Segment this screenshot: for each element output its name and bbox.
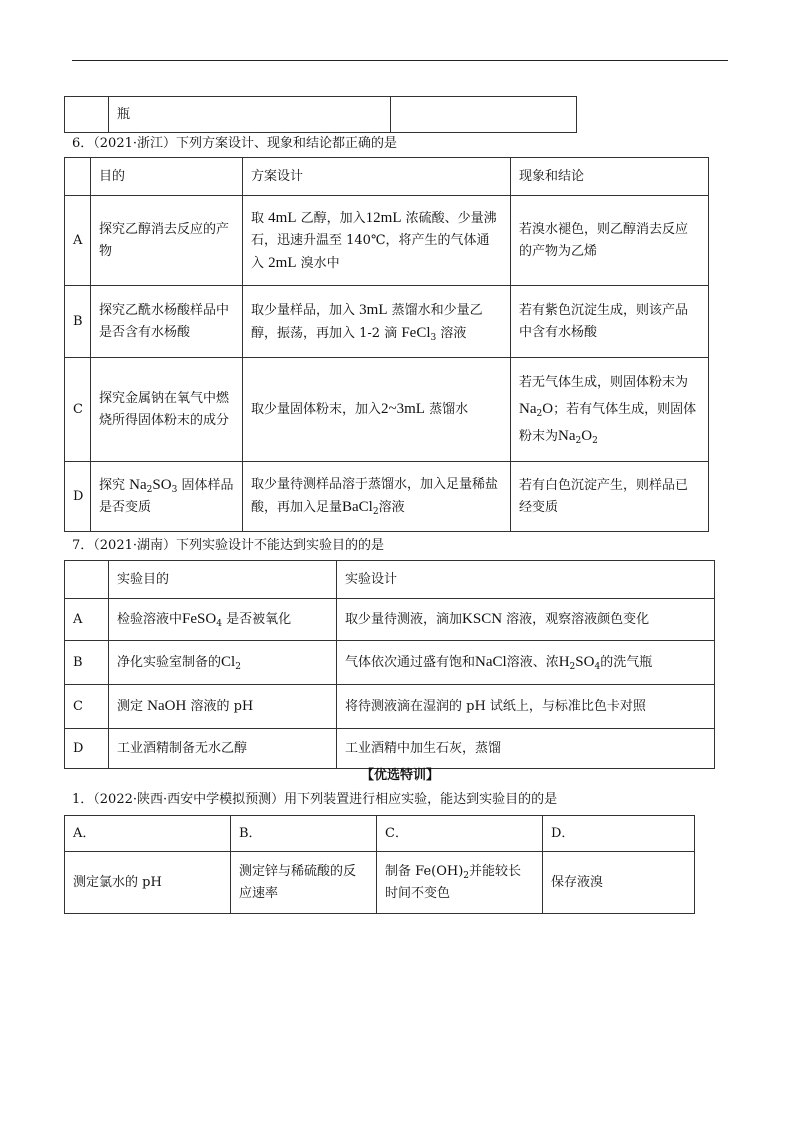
option-text: 测定锌与稀硫酸的反应速率 <box>231 852 377 914</box>
table-row <box>65 358 709 462</box>
row-purpose: 检验溶液中FeSO$_4$ 是否被氧化 <box>109 599 337 641</box>
header-design: 实验设计 <box>337 561 715 599</box>
header-result: 现象和结论 <box>511 158 709 196</box>
table-row <box>65 599 715 641</box>
section-title: 【优选特训】 <box>360 768 439 783</box>
question-6-table <box>64 157 709 532</box>
row-design: 工业酒精中加生石灰，蒸馏 <box>337 729 715 769</box>
table-row <box>65 196 709 286</box>
row-label: D <box>65 462 91 532</box>
row-design: 取 4mL 乙醇，加入12mL 浓硫酸、少量沸石，迅速升温至 140℃，将产生的气体通入 2mL 溴水中 <box>243 196 511 286</box>
row-purpose: 净化实验室制备的$Cl_2$ <box>109 641 337 685</box>
option-text: 制备 $Fe(OH)_2$并能较长时间不变色 <box>377 852 543 914</box>
option-text: 测定氯水的 pH <box>65 852 231 914</box>
row-result: 若有紫色沉淀生成，则该产品中含有水杨酸 <box>511 286 709 358</box>
row-purpose: 探究乙醇消去反应的产物 <box>91 196 243 286</box>
row-design: 取少量待测样品溶于蒸馏水，加入足量稀盐酸，再加入足量BaCl$_2$溶液 <box>243 462 511 532</box>
row-label: C <box>65 685 109 729</box>
table-row <box>65 685 715 729</box>
row-label: C <box>65 358 91 462</box>
row-result: 若溴水褪色，则乙醇消去反应的产物为乙烯 <box>511 196 709 286</box>
question-1-table <box>64 815 695 914</box>
row-result: 若有白色沉淀产生，则样品已经变质 <box>511 462 709 532</box>
row-purpose: 探究 $Na_2SO_3$ 固体样品是否变质 <box>91 462 243 532</box>
row-purpose: 测定 NaOH 溶液的 pH <box>109 685 337 729</box>
row-purpose: 探究乙酰水杨酸样品中是否含有水杨酸 <box>91 286 243 358</box>
row-purpose: 工业酒精制备无水乙醇 <box>109 729 337 769</box>
row-label: A <box>65 196 91 286</box>
row-label: D <box>65 729 109 769</box>
row-label: B <box>65 641 109 685</box>
table-row <box>65 641 715 685</box>
row-label: B <box>65 286 91 358</box>
row-design: 气体依次通过盛有饱和NaCl溶液、浓$H_2SO_4$的洗气瓶 <box>337 641 715 685</box>
option-label: A． <box>65 816 231 852</box>
row-design: 取少量待测液，滴加KSCN 溶液，观察溶液颜色变化 <box>337 599 715 641</box>
option-label: B． <box>231 816 377 852</box>
row-result: 若无气体生成，则固体粉末为 $Na_2O$；若有气体生成，则固体粉末为$Na_2O_2$ <box>511 358 709 462</box>
table-row <box>65 286 709 358</box>
question-7-table <box>64 560 715 769</box>
prev-table <box>64 96 577 133</box>
row-label: A <box>65 599 109 641</box>
option-label: C． <box>377 816 543 852</box>
table-row <box>65 462 709 532</box>
row-design: 将待测液滴在湿润的 pH 试纸上，与标准比色卡对照 <box>337 685 715 729</box>
question-6-heading: 6．（2021·浙江）下列方案设计、现象和结论都正确的是 <box>72 136 397 151</box>
header-purpose: 实验目的 <box>109 561 337 599</box>
row-design: 取少量样品，加入 3mL 蒸馏水和少量乙醇，振荡，再加入 1-2 滴 FeCl$_3$ 溶液 <box>243 286 511 358</box>
header-design: 方案设计 <box>243 158 511 196</box>
prev-cell-text: 瓶 <box>109 97 391 133</box>
option-text: 保存液溴 <box>543 852 695 914</box>
question-1-heading: 1．（2022·陕西·西安中学模拟预测）用下列装置进行相应实验，能达到实验目的的是 <box>72 792 558 807</box>
table-row <box>65 852 695 914</box>
row-purpose: 探究金属钠在氧气中燃烧所得固体粉末的成分 <box>91 358 243 462</box>
row-design: 取少量固体粉末，加入2~3mL 蒸馏水 <box>243 358 511 462</box>
header-rule <box>72 60 728 61</box>
table-row <box>65 729 715 769</box>
header-purpose: 目的 <box>91 158 243 196</box>
question-7-heading: 7．（2021·湖南）下列实验设计不能达到实验目的的是 <box>72 538 384 553</box>
option-label: D． <box>543 816 695 852</box>
